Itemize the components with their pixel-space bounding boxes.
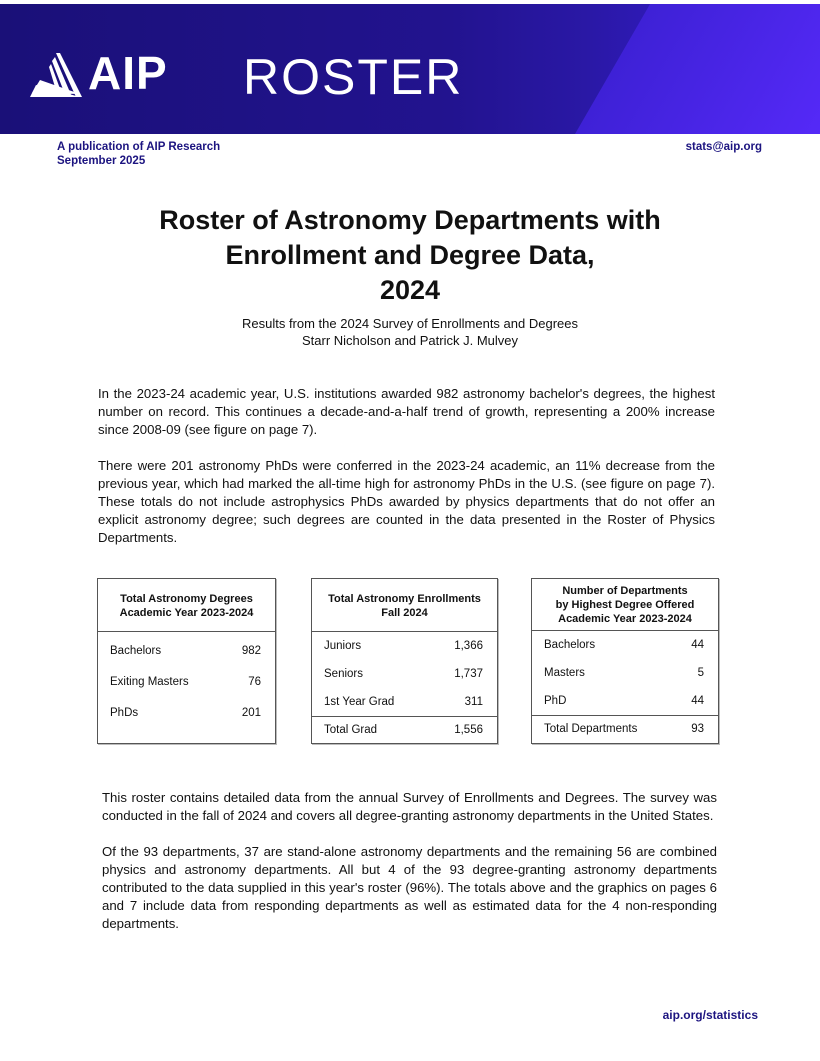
table-row — [532, 687, 718, 715]
publication-date: September 2025 — [57, 155, 146, 167]
row-value: 44 — [691, 695, 704, 707]
box-header — [98, 579, 275, 632]
authors: Starr Nicholson and Patrick J. Mulvey — [301, 333, 519, 348]
row-value: 44 — [691, 639, 704, 651]
intro-paragraph: There were 201 astronomy PhDs were conferred in the 2023-24 academic, an 11% decrease from the previous year, which had marked the all-time high for astronomy PhDs in the U.S. (see figure on page 7). These totals do not include astrophysics PhDs awarded by physics departments that do not offer an explicit astronomy degree; such degrees are counted in the data presented in the Roster of Physics Departments. — [98, 458, 715, 545]
box-header-line: Number of Departments — [562, 585, 688, 597]
box-header — [532, 579, 718, 631]
title-line: Roster of Astronomy Departments with — [159, 205, 661, 235]
banner-title: ROSTER — [243, 49, 464, 105]
box-header-line: by Highest Degree Offered — [555, 599, 695, 611]
table-total-row — [312, 716, 497, 742]
page-subtitle — [0, 315, 820, 349]
box-header-line: Academic Year 2023-2024 — [558, 613, 692, 625]
row-value: 76 — [248, 675, 261, 688]
table-row — [532, 631, 718, 659]
row-label: Seniors — [324, 668, 363, 680]
row-value: 5 — [697, 667, 704, 679]
row-label: Total Grad — [324, 723, 378, 736]
degrees-summary-box — [97, 578, 276, 744]
row-label: Total Departments — [544, 722, 638, 735]
title-year: 2024 — [379, 275, 441, 305]
header-banner — [0, 4, 820, 134]
box-header-line: Total Astronomy Enrollments — [328, 593, 481, 605]
table-row — [312, 660, 497, 688]
row-value: 1,366 — [454, 640, 483, 652]
row-value: 982 — [241, 644, 261, 657]
row-label: Bachelors — [544, 639, 596, 651]
table-row — [312, 632, 497, 660]
row-value: 93 — [691, 722, 704, 735]
box-header-line: Fall 2024 — [381, 607, 428, 619]
row-label: Masters — [544, 667, 585, 679]
body-paragraph: Of the 93 departments, 37 are stand-alone astronomy departments and the remaining 56 are combined physics and astronomy departments. All but 4 of the 93 degree-granting astronomy departments contributed to the data supplied in this year's roster (96%). The totals above and the graphics on pages 6 and 7 include data from responding departments as well as estimated data for the 4 non-responding departments. — [102, 844, 717, 931]
aip-triangle-logo-icon — [30, 53, 82, 97]
body-paragraph: This roster contains detailed data from the annual Survey of Enrollments and Degrees. The survey was conducted in the fall of 2024 and covers all degree-granting astronomy departments in the United States. — [102, 790, 717, 823]
row-value: 1,556 — [454, 723, 483, 736]
row-label: Exiting Masters — [110, 675, 189, 688]
table-row — [98, 635, 275, 666]
table-total-row — [532, 715, 718, 741]
table-row — [98, 697, 275, 728]
table-row — [312, 688, 497, 716]
page-title — [0, 203, 820, 308]
box-header — [312, 579, 497, 632]
row-value: 201 — [241, 706, 261, 719]
row-label: 1st Year Grad — [324, 696, 395, 708]
title-line: Enrollment and Degree Data, — [225, 240, 595, 270]
enrollments-summary-box — [311, 578, 498, 744]
box-header-line: Total Astronomy Degrees — [120, 593, 253, 605]
contact-email-link[interactable]: stats@aip.org — [685, 141, 762, 153]
row-label: Juniors — [324, 640, 362, 652]
row-value: 311 — [464, 696, 483, 708]
publication-info — [57, 140, 220, 168]
box-header-line: Academic Year 2023-2024 — [119, 607, 254, 619]
survey-name: Results from the 2024 Survey of Enrollments and Degrees — [241, 316, 578, 331]
statistics-website-link[interactable]: aip.org/statistics — [662, 1008, 758, 1022]
table-row — [98, 666, 275, 697]
row-label: Bachelors — [110, 644, 162, 657]
row-value: 1,737 — [454, 668, 483, 680]
aip-logo-text: AIP — [88, 47, 168, 99]
row-label: PhD — [544, 695, 567, 707]
table-row — [532, 659, 718, 687]
row-label: PhDs — [110, 706, 139, 719]
departments-summary-box — [531, 578, 719, 744]
banner-accent-stripe — [575, 4, 820, 134]
publication-line: A publication of AIP Research — [57, 141, 221, 153]
intro-paragraph: In the 2023-24 academic year, U.S. institutions awarded 982 astronomy bachelor's degrees, the highest number on record. This continues a decade-and-a-half trend of growth, representing a 200% increase since 2008-09 (see figure on page 7). — [98, 386, 715, 437]
